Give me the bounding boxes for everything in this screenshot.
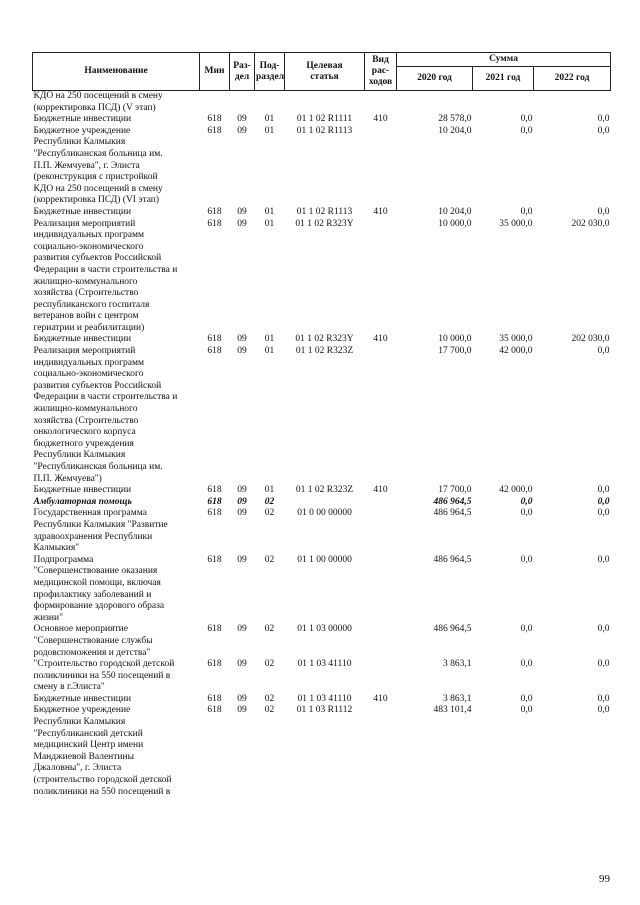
cell-name: Бюджетные инвестиции (33, 114, 132, 125)
cell-2020: 10 204,0 (438, 125, 472, 136)
cell-min: 618 (207, 334, 222, 345)
cell-2022: 0,0 (597, 485, 610, 496)
col-2020-header: 2020 год (397, 67, 473, 91)
cell-podrazdel: 02 (264, 693, 275, 704)
cell-target (285, 497, 365, 509)
col-sum-header: Сумма (397, 53, 611, 67)
table-row (33, 555, 611, 625)
col-razdel-header: Раз- дел (230, 53, 255, 91)
cell-razdel: 09 (237, 705, 247, 716)
cell-2022: 0,0 (597, 554, 610, 565)
cell-vid (365, 91, 397, 115)
cell-vid: 410 (373, 485, 388, 496)
cell-razdel: 09 (237, 218, 247, 229)
cell-2020: 486 964,5 (433, 508, 472, 519)
cell-name: Бюджетные инвестиции (33, 206, 132, 217)
cell-name: Государственная программа Республики Калмыкия "Развитие здравоохранения Республики Калмыкия" (33, 508, 168, 554)
cell-2022: 202 030,0 (571, 218, 610, 229)
col-min-header: Мин (200, 53, 230, 91)
cell-target: 01 1 02 R323Y (295, 334, 354, 345)
cell-razdel: 09 (237, 659, 247, 670)
cell-target: 01 1 03 41110 (297, 659, 352, 670)
cell-razdel: 09 (237, 346, 247, 357)
cell-name: Бюджетные инвестиции (33, 334, 132, 345)
cell-razdel: 09 (237, 206, 247, 217)
cell-target: 01 1 03 00000 (297, 624, 352, 635)
cell-vid: 410 (373, 693, 388, 704)
col-name-header: Наименование (33, 53, 200, 91)
cell-min: 618 (207, 206, 222, 217)
cell-razdel: 09 (237, 554, 247, 565)
cell-2022: 0,0 (597, 346, 610, 357)
cell-vid: 410 (373, 334, 388, 345)
cell-name: Бюджетное учреждение Республики Калмыкия "Республиканская больница им. П.П. Жемчуева", г. Элиста (реконструкция с пристройкой КДО на 250 посещений в смену (корректировка ПСД) (VI этап) (33, 125, 163, 206)
cell-podrazdel: 01 (264, 334, 275, 345)
cell-target: 01 1 02 R1113 (296, 206, 353, 217)
cell-2021: 0,0 (520, 624, 533, 635)
col-target-header: Целевая статья (285, 53, 365, 91)
page-number: 99 (599, 873, 610, 885)
cell-min: 618 (207, 693, 222, 704)
cell-2021: 35 000,0 (499, 334, 533, 345)
cell-2022: 0,0 (597, 206, 610, 217)
cell-target: 01 1 02 R323Z (295, 346, 354, 357)
cell-2020: 17 700,0 (438, 346, 472, 357)
cell-2022: 0,0 (597, 659, 610, 670)
cell-2020: 3 863,1 (443, 693, 472, 704)
table-row (33, 207, 611, 219)
table-row (33, 485, 611, 497)
table-row (33, 346, 611, 485)
cell-min: 618 (207, 346, 222, 357)
cell-2022: 0,0 (597, 624, 610, 635)
cell-2022 (534, 91, 611, 115)
cell-2021: 0,0 (520, 496, 533, 507)
cell-target (285, 91, 365, 115)
cell-min: 618 (207, 125, 222, 136)
cell-vid (365, 508, 397, 554)
cell-razdel: 09 (237, 114, 247, 125)
cell-podrazdel: 02 (264, 659, 275, 670)
cell-2020: 10 204,0 (438, 206, 472, 217)
cell-target: 01 1 02 R323Y (295, 218, 354, 229)
table-row (33, 334, 611, 346)
cell-vid (365, 659, 397, 694)
cell-razdel: 09 (237, 496, 247, 507)
cell-podrazdel: 01 (264, 114, 275, 125)
cell-min (200, 91, 230, 115)
cell-2022: 0,0 (597, 508, 610, 519)
cell-name: Подпрограмма "Совершенствование оказания медицинской помощи, включая профилактику заболеваний и формирование здорового образа жизни" (33, 554, 165, 623)
cell-min: 618 (207, 508, 222, 519)
cell-2021: 0,0 (520, 693, 533, 704)
col-2022-header: 2022 год (534, 67, 611, 91)
table-header (33, 53, 611, 91)
cell-target: 01 1 00 00000 (297, 554, 352, 565)
cell-name: Бюджетные инвестиции (33, 485, 132, 496)
col-vid-header: Вид рас- ходов (365, 53, 397, 91)
cell-min: 618 (207, 705, 222, 716)
cell-2021: 0,0 (520, 554, 533, 565)
cell-name: Реализация мероприятий индивидуальных программ социально-экономического развития субъектов Российской Федерации в части строительства и жилищно-коммунального хозяйства (Строительство республиканского госпиталя ветеранов войн с центром гериатрии и реабилитации) (33, 218, 178, 333)
cell-razdel: 09 (237, 693, 247, 704)
cell-min: 618 (207, 114, 222, 125)
cell-2022: 202 030,0 (571, 334, 610, 345)
cell-2021: 35 000,0 (499, 218, 533, 229)
cell-razdel: 09 (237, 508, 247, 519)
cell-target: 01 1 02 R323Z (295, 485, 354, 496)
cell-vid: 410 (373, 114, 388, 125)
cell-razdel: 09 (237, 485, 247, 496)
cell-2021 (473, 91, 534, 115)
table-row (33, 114, 611, 126)
cell-vid (365, 624, 397, 659)
cell-podrazdel: 02 (264, 624, 275, 635)
cell-podrazdel: 01 (264, 125, 275, 136)
cell-podrazdel (255, 91, 285, 115)
cell-podrazdel: 01 (264, 218, 275, 229)
cell-2021: 0,0 (520, 114, 533, 125)
cell-target: 01 1 02 R1111 (296, 114, 353, 125)
cell-2022: 0,0 (597, 496, 610, 507)
cell-2021: 0,0 (520, 659, 533, 670)
cell-min: 618 (207, 624, 222, 635)
cell-2021: 0,0 (520, 125, 533, 136)
cell-2022: 0,0 (597, 125, 610, 136)
cell-vid (365, 126, 397, 207)
cell-vid (365, 497, 397, 509)
cell-podrazdel: 02 (264, 496, 275, 507)
cell-target: 01 1 03 R1112 (296, 705, 353, 716)
cell-2021: 42 000,0 (499, 485, 533, 496)
cell-target: 01 1 03 41110 (297, 693, 352, 704)
table-row (33, 508, 611, 554)
cell-razdel: 09 (237, 125, 247, 136)
cell-2020: 3 863,1 (443, 659, 472, 670)
cell-name: "Строительство городской детской поликлиники на 550 посещений в смену в г.Элиста" (33, 659, 175, 693)
cell-podrazdel: 02 (264, 554, 275, 565)
cell-2020: 483 101,4 (433, 705, 472, 716)
budget-table (32, 52, 611, 798)
table-row (33, 705, 611, 798)
table-row (33, 91, 611, 115)
cell-2020: 486 964,5 (433, 554, 472, 565)
cell-target: 01 0 00 00000 (297, 508, 352, 519)
table-row (33, 659, 611, 694)
cell-name: КДО на 250 посещений в смену (корректировка ПСД) (V этап) (33, 91, 163, 113)
cell-podrazdel: 01 (264, 346, 275, 357)
cell-name: Бюджетные инвестиции (33, 693, 132, 704)
cell-name: Бюджетное учреждение Республики Калмыкия "Республиканский детский медицинский Центр имени Манджиевой Валентины Джаловны", г. Элиста (строительство городской детской поликлиники на 550 посещений в (33, 705, 172, 797)
cell-2022: 0,0 (597, 705, 610, 716)
cell-min: 618 (207, 659, 222, 670)
cell-min: 618 (207, 554, 222, 565)
cell-razdel: 09 (237, 624, 247, 635)
cell-vid (365, 555, 397, 625)
cell-vid: 410 (373, 206, 388, 217)
cell-razdel: 09 (237, 334, 247, 345)
cell-podrazdel: 02 (264, 705, 275, 716)
table-row (33, 126, 611, 207)
cell-2020: 10 000,0 (438, 334, 472, 345)
table-body (33, 91, 611, 799)
col-podrazdel-header: Под- раздел (255, 53, 285, 91)
cell-min: 618 (207, 218, 222, 229)
table-row (33, 497, 611, 509)
cell-2022: 0,0 (597, 693, 610, 704)
cell-2020: 486 964,5 (433, 496, 472, 507)
cell-2021: 42 000,0 (499, 346, 533, 357)
cell-vid (365, 346, 397, 485)
cell-podrazdel: 01 (264, 206, 275, 217)
cell-razdel (230, 91, 255, 115)
table-row (33, 694, 611, 706)
cell-2021: 0,0 (520, 705, 533, 716)
cell-name: Амбулаторная помощь (33, 496, 132, 507)
cell-name: Реализация мероприятий индивидуальных программ социально-экономического развития субъектов Российской Федерации в части строительства и жилищно-коммунального хозяйства (Строительство онкологического корпуса бюджетного учреждения Республики Калмыкия "Республиканская больница им. П.П. Жемчуева") (33, 346, 178, 484)
cell-2020: 28 578,0 (438, 114, 472, 125)
cell-target: 01 1 02 R1113 (296, 125, 353, 136)
cell-name: Основное мероприятие "Совершенствование службы родовспоможения и детства" (33, 624, 153, 658)
cell-min: 618 (207, 496, 222, 507)
cell-podrazdel: 02 (264, 508, 275, 519)
cell-podrazdel: 01 (264, 485, 275, 496)
cell-2020: 10 000,0 (438, 218, 472, 229)
cell-2021: 0,0 (520, 206, 533, 217)
table-row (33, 219, 611, 335)
cell-2020: 486 964,5 (433, 624, 472, 635)
cell-2021: 0,0 (520, 508, 533, 519)
cell-vid (365, 705, 397, 798)
cell-2020 (397, 91, 473, 115)
cell-2020: 17 700,0 (438, 485, 472, 496)
col-2021-header: 2021 год (473, 67, 534, 91)
cell-min: 618 (207, 485, 222, 496)
cell-2022: 0,0 (597, 114, 610, 125)
table-row (33, 624, 611, 659)
cell-vid (365, 219, 397, 335)
